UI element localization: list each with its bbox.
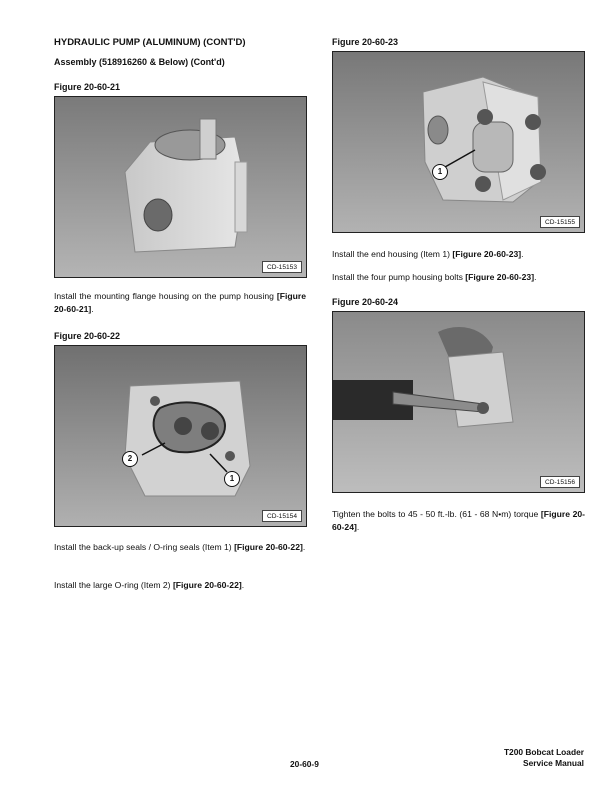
callout-1: 1 — [432, 164, 448, 180]
pump-housing-illustration — [55, 97, 306, 277]
paragraph-flange: Install the mounting flange housing on the pump housing [Figure 20-60-21]. — [54, 291, 306, 314]
figure-ref: [Figure 20-60-22] — [172, 580, 242, 590]
figure-ref: [Figure 20-60-24] — [332, 509, 585, 532]
figure-ref: [Figure 20-60-23] — [465, 272, 535, 282]
figure-ref: [Figure 20-60-23] — [452, 249, 522, 259]
figure-22-photo — [54, 345, 307, 527]
figure-23-title: Figure 20-60-23 — [332, 37, 399, 47]
footer-manual: Service Manual — [523, 758, 584, 768]
figure-24-photo — [332, 311, 585, 493]
footer-model: T200 Bobcat Loader — [503, 747, 584, 757]
callout-1: 1 — [224, 471, 240, 487]
section-title: HYDRAULIC PUMP (ALUMINUM) (CONT'D) — [54, 37, 246, 48]
paragraph-seals: Install the back-up seals / O-ring seals (Item 1) [Figure 20-60-22]. — [54, 542, 306, 552]
figure-21-photo — [54, 96, 307, 278]
torque-wrench-illustration — [333, 312, 584, 492]
footer-manual-info — [504, 747, 584, 769]
figure-24-code: CD-15156 — [540, 476, 580, 488]
callout-2: 2 — [122, 451, 138, 467]
figure-ref: [Figure 20-60-21] — [54, 291, 306, 314]
figure-23-code: CD-15155 — [540, 216, 580, 228]
paragraph-o-ring: Install the large O-ring (Item 2) [Figure 20-60-22]. — [54, 580, 245, 590]
subsection-title: Assembly (518916260 & Below) (Cont'd) — [54, 57, 225, 67]
figure-ref: [Figure 20-60-22] — [234, 542, 303, 552]
figure-23-photo — [332, 51, 585, 233]
figure-22-title: Figure 20-60-22 — [54, 331, 121, 341]
figure-21-title: Figure 20-60-21 — [54, 82, 121, 92]
page-number: 20-60-9 — [290, 759, 319, 769]
end-housing-illustration — [333, 52, 584, 232]
paragraph-end-housing: Install the end housing (Item 1) [Figure 20-60-23]. — [332, 249, 524, 259]
paragraph-bolts: Install the four pump housing bolts [Figure 20-60-23]. — [332, 272, 537, 282]
pump-seals-illustration — [55, 346, 306, 526]
paragraph-torque: Tighten the bolts to 45 - 50 ft.-lb. (61 - 68 N•m) torque [Figure 20-60-24]. — [332, 509, 585, 532]
figure-21-code: CD-15153 — [262, 261, 302, 273]
figure-24-title: Figure 20-60-24 — [332, 297, 399, 307]
figure-22-code: CD-15154 — [262, 510, 302, 522]
